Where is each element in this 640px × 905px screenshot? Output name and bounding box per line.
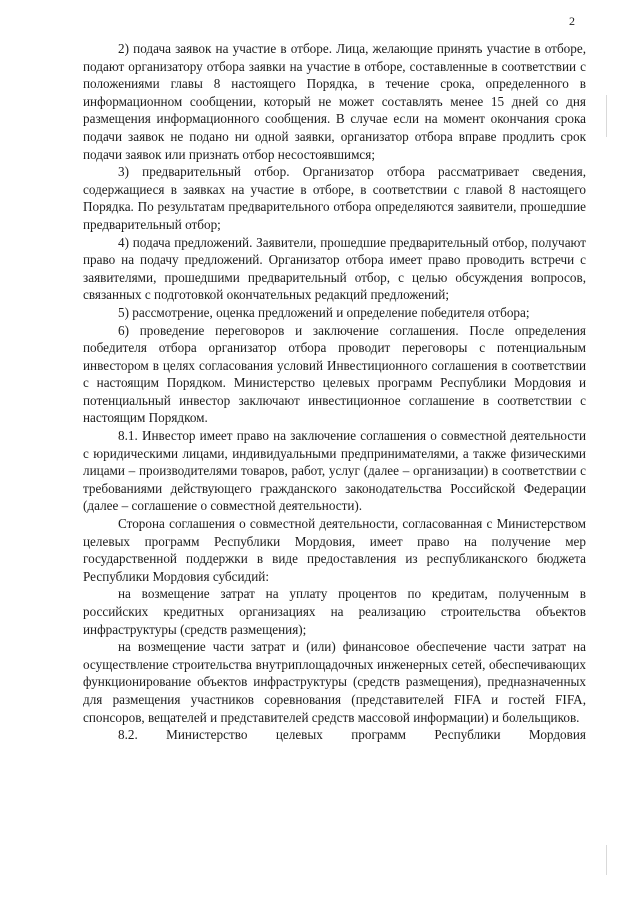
paragraph-8-1: 8.1. Инвестор имеет право на заключение соглашения о совместной деятельности с юридическими лицами, индивидуальными предпринимателями, а также физическими лицами – производителями товаров, работ, услуг (далее – организации) в соответствии с требованиями действующего гражданского законодательства Российской Федерации (далее – соглашение о совместной деятельности). [83,428,586,514]
paragraph-stage-6: 6) проведение переговоров и заключение соглашения. После определения победителя отбора организатор отбора проводит переговоры с потенциальным инвестором в целях согласования условий Инвестиционного соглашения в соответствии с настоящим Порядком. Министерство целевых программ Республики Мордовия и потенциальный инвестор заключают инвестиционное соглашение в соответствии с настоящим Порядком. [83,322,586,426]
scan-edge-mark [606,845,607,875]
paragraph-stage-5: 5) рассмотрение, оценка предложений и определение победителя отбора; [118,304,530,320]
scan-edge-mark [606,95,607,137]
paragraph-subsidy-interest: на возмещение затрат на уплату процентов по кредитам, полученным в российских кредитных организациях на реализацию строительства объектов инфраструктуры (средств размещения); [83,586,586,637]
page-number: 2 [569,14,575,28]
paragraph-stage-2: 2) подача заявок на участие в отборе. Лица, желающие принять участие в отборе, подают организатору отбора заявки на участие в отборе, составленные в соответствии с положениями главы 8 настоящего Порядка, в течение срока, определенного в информационном сообщении, который не может составлять менее 15 дней со дня размещения информационного сообщения. В случае если на момент окончания срока подачи заявок не подано ни одной заявки, организатор отбора вправе продлить срок подачи заявок или признать отбор несостоявшимся; [83,41,586,162]
paragraph-subsidy-construction: на возмещение части затрат и (или) финансовое обеспечение части затрат на осуществление строительства внутриплощадочных инженерных сетей, обеспечивающих функционирование объектов инфраструктуры (средств размещения), предназначенных для размещения участников соревнования (представителей FIFA и гостей FIFA, спонсоров, вещателей и представителей средств массовой информации) и болельщиков. [83,639,586,725]
paragraph-party-support: Сторона соглашения о совместной деятельности, согласованная с Министерством целевых программ Республики Мордовия, имеет право на получение мер государственной поддержки в виде предоставления из республиканского бюджета Республики Мордовия субсидий: [83,516,586,584]
paragraph-stage-4: 4) подача предложений. Заявители, прошедшие предварительный отбор, получают право на подачу предложений. Организатор отбора имеет право проводить встречи с заявителями, прошедшими предварительный отбор, с целью обсуждения вопросов, связанных с подготовкой окончательных редакций предложений; [83,234,586,303]
paragraph-stage-3: 3) предварительный отбор. Организатор отбора рассматривает сведения, содержащиеся в заявках на участие в отборе, в соответствии с главой 8 настоящего Порядка. По результатам предварительного отбора определяются заявители, прошедшие предварительный отбор; [83,164,586,232]
document-body [83,40,586,744]
paragraph-8-2: 8.2. Министерство целевых программ Республики Мордовия [118,727,586,743]
